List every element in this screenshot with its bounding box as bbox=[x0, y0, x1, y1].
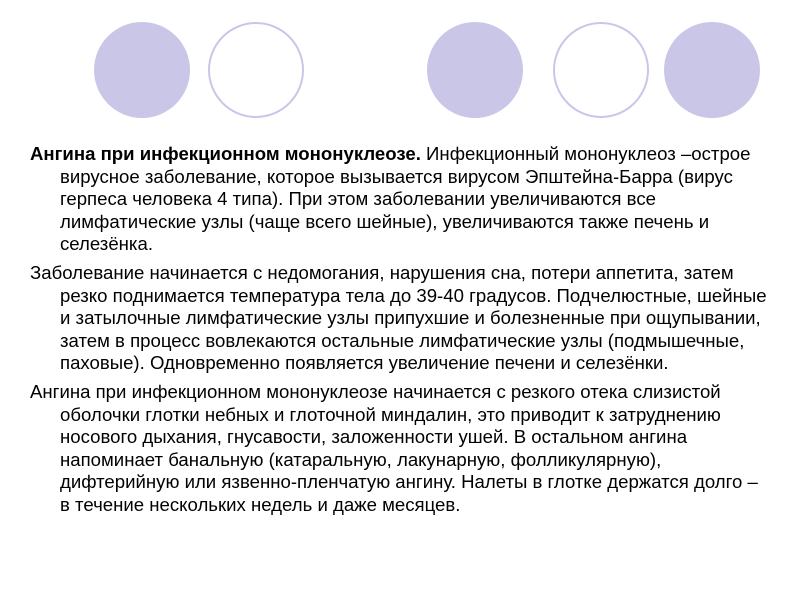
paragraph-3-text: Ангина при инфекционном мононуклеозе начинается с резкого отека слизистой оболочки глотки небных и глоточной миндалин, это приводит к затруднению носового дыхания, гнусавости, заложенности ушей. В остальном ангина напоминает банальную (катаральную, лакунарную, фолликулярную), дифтерийную или язвенно-пленчатую ангину. Налеты в глотке держатся долго – в течение нескольких недель и даже месяцев. bbox=[30, 380, 758, 515]
decorative-circle-filled-3 bbox=[664, 22, 760, 118]
decorative-circle-filled-1 bbox=[94, 22, 190, 118]
slide-body bbox=[30, 143, 770, 523]
decorative-circle-outline-2 bbox=[553, 22, 649, 118]
paragraph-1-heading: Ангина при инфекционном мононуклеозе. bbox=[30, 143, 421, 164]
decorative-circle-outline-1 bbox=[208, 22, 304, 118]
decorative-circle-filled-2 bbox=[427, 22, 523, 118]
paragraph-1 bbox=[30, 143, 770, 256]
paragraph-3 bbox=[30, 381, 770, 517]
paragraph-2 bbox=[30, 262, 770, 375]
paragraph-1-text: Инфекционный мононуклеоз –острое вирусное заболевание, которое вызывается вирусом Эпштейна-Барра (вирус герпеса человека 4 типа). При этом заболевании увеличиваются все лимфатические узлы (чаще всего шейные), увеличиваются также печень и селезёнка. bbox=[60, 143, 751, 255]
paragraph-2-text: Заболевание начинается с недомогания, нарушения сна, потери аппетита, затем резко поднимается температура тела до 39-40 градусов. Подчелюстные, шейные и затылочные лимфатические узлы припухшие и болезненные при ощупывании, затем в процесс вовлекаются остальные лимфатические узлы (подмышечные, паховые). Одновременно появляется увеличение печени и селезёнки. bbox=[30, 261, 767, 374]
